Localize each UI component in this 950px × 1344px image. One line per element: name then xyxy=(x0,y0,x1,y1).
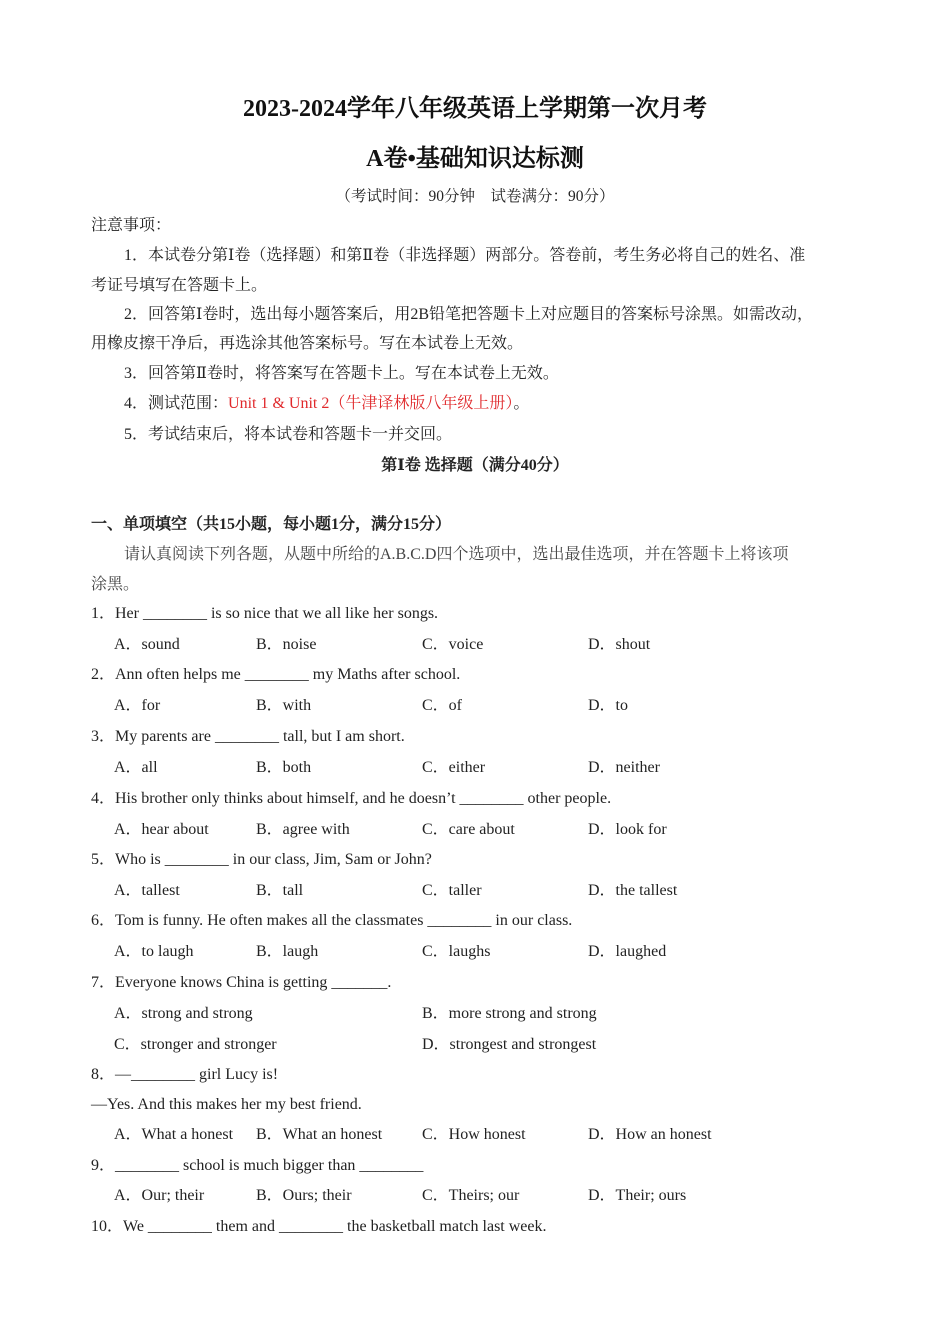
question-3-option-b: B．both xyxy=(256,759,312,776)
note-2-line-2: 用橡皮擦干净后，再选涂其他答案标号。写在本试卷上无效。 xyxy=(91,335,524,352)
question-5-stem: 5．Who is ________ in our class, Jim, Sam or John? xyxy=(91,851,432,868)
exam-subtitle: A卷•基础知识达标测 xyxy=(366,146,584,172)
question-7-option-b: B．more strong and strong xyxy=(422,1005,597,1022)
question-9-option-b: B．Ours; their xyxy=(256,1187,352,1204)
question-6-option-b: B．laugh xyxy=(256,943,319,960)
part-1-instruction-line-2: 涂黑。 xyxy=(91,576,140,593)
question-9-option-c: C．Theirs; our xyxy=(422,1187,520,1204)
question-6-option-d: D．laughed xyxy=(588,943,667,960)
question-3-option-a: A．all xyxy=(114,759,158,776)
question-3-option-c: C．either xyxy=(422,759,486,776)
question-6-stem: 6．Tom is funny. He often makes all the classmates ________ in our class. xyxy=(91,912,573,929)
question-2-option-b: B．with xyxy=(256,697,312,714)
exam-info: （考试时间：90分钟 试卷满分：90分） xyxy=(335,188,615,205)
question-10-stem: 10．We ________ them and ________ the basketball match last week. xyxy=(91,1218,547,1235)
question-9-option-d: D．Their; ours xyxy=(588,1187,687,1204)
question-4-option-b: B．agree with xyxy=(256,821,350,838)
question-8-option-b: B．What an honest xyxy=(256,1126,383,1143)
question-5-option-a: A．tallest xyxy=(114,882,180,899)
question-1-stem: 1．Her ________ is so nice that we all like her songs. xyxy=(91,605,439,622)
question-5-option-b: B．tall xyxy=(256,882,304,899)
question-3-option-d: D．neither xyxy=(588,759,660,776)
notes-heading: 注意事项： xyxy=(91,217,172,234)
question-2-option-c: C．of xyxy=(422,697,463,714)
note-3: 3．回答第Ⅱ卷时，将答案写在答题卡上。写在本试卷上无效。 xyxy=(124,365,559,382)
question-7-option-d: D．strongest and strongest xyxy=(422,1036,597,1053)
question-8-stem: 8．—________ girl Lucy is! xyxy=(91,1066,279,1083)
note-5: 5．考试结束后，将本试卷和答题卡一并交回。 xyxy=(124,426,453,443)
question-7-option-c: C．stronger and stronger xyxy=(114,1036,277,1053)
question-9-stem: 9．________ school is much bigger than ________ xyxy=(91,1157,424,1174)
question-4-stem: 4．His brother only thinks about himself, and he doesn’t ________ other people. xyxy=(91,790,612,807)
question-4-option-c: C．care about xyxy=(422,821,515,838)
note-4-suffix: 。 xyxy=(513,395,530,412)
note-4-prefix: 4．测试范围： xyxy=(124,395,229,412)
note-4 xyxy=(124,394,904,414)
question-1-option-a: A．sound xyxy=(114,636,180,653)
question-2-option-a: A．for xyxy=(114,697,161,714)
note-1-line-1: 1．本试卷分第Ⅰ卷（选择题）和第Ⅱ卷（非选择题）两部分。答卷前，考生务必将自己的姓名、准 xyxy=(124,247,806,264)
question-4-option-d: D．look for xyxy=(588,821,667,838)
question-1-option-b: B．noise xyxy=(256,636,317,653)
question-9-option-a: A．Our; their xyxy=(114,1187,205,1204)
question-8-option-c: C．How honest xyxy=(422,1126,526,1143)
exam-title: 2023-2024学年八年级英语上学期第一次月考 xyxy=(243,96,707,122)
question-6-option-c: C．laughs xyxy=(422,943,491,960)
note-2-line-1: 2．回答第Ⅰ卷时，选出每小题答案后，用2B铅笔把答题卡上对应题目的答案标号涂黑。如需改动， xyxy=(124,306,813,323)
question-7-option-a: A．strong and strong xyxy=(114,1005,253,1022)
question-8-option-a: A．What a honest xyxy=(114,1126,234,1143)
question-1-option-c: C．voice xyxy=(422,636,484,653)
question-4-option-a: A．hear about xyxy=(114,821,209,838)
test-range: Unit 1 & Unit 2（牛津译林版八年级上册） xyxy=(228,395,514,412)
question-2-option-d: D．to xyxy=(588,697,629,714)
question-5-option-c: C．taller xyxy=(422,882,482,899)
question-6-option-a: A．to laugh xyxy=(114,943,194,960)
question-5-option-d: D．the tallest xyxy=(588,882,678,899)
question-1-option-d: D．shout xyxy=(588,636,651,653)
note-1-line-2: 考证号填写在答题卡上。 xyxy=(91,277,268,294)
question-7-stem: 7．Everyone knows China is getting _______. xyxy=(91,974,392,991)
question-3-stem: 3．My parents are ________ tall, but I am short. xyxy=(91,728,405,745)
part-1-instruction-line-1: 请认真阅读下列各题，从题中所给的A.B.C.D四个选项中，选出最佳选项，并在答题卡上将该项 xyxy=(124,546,789,563)
question-8-stem-reply: —Yes. And this makes her my best friend. xyxy=(91,1096,362,1113)
section-1-title: 第Ⅰ卷 选择题（满分40分） xyxy=(381,457,569,474)
question-8-option-d: D．How an honest xyxy=(588,1126,712,1143)
part-1-title: 一、单项填空（共15小题，每小题1分，满分15分） xyxy=(91,516,452,533)
question-2-stem: 2．Ann often helps me ________ my Maths after school. xyxy=(91,666,461,683)
